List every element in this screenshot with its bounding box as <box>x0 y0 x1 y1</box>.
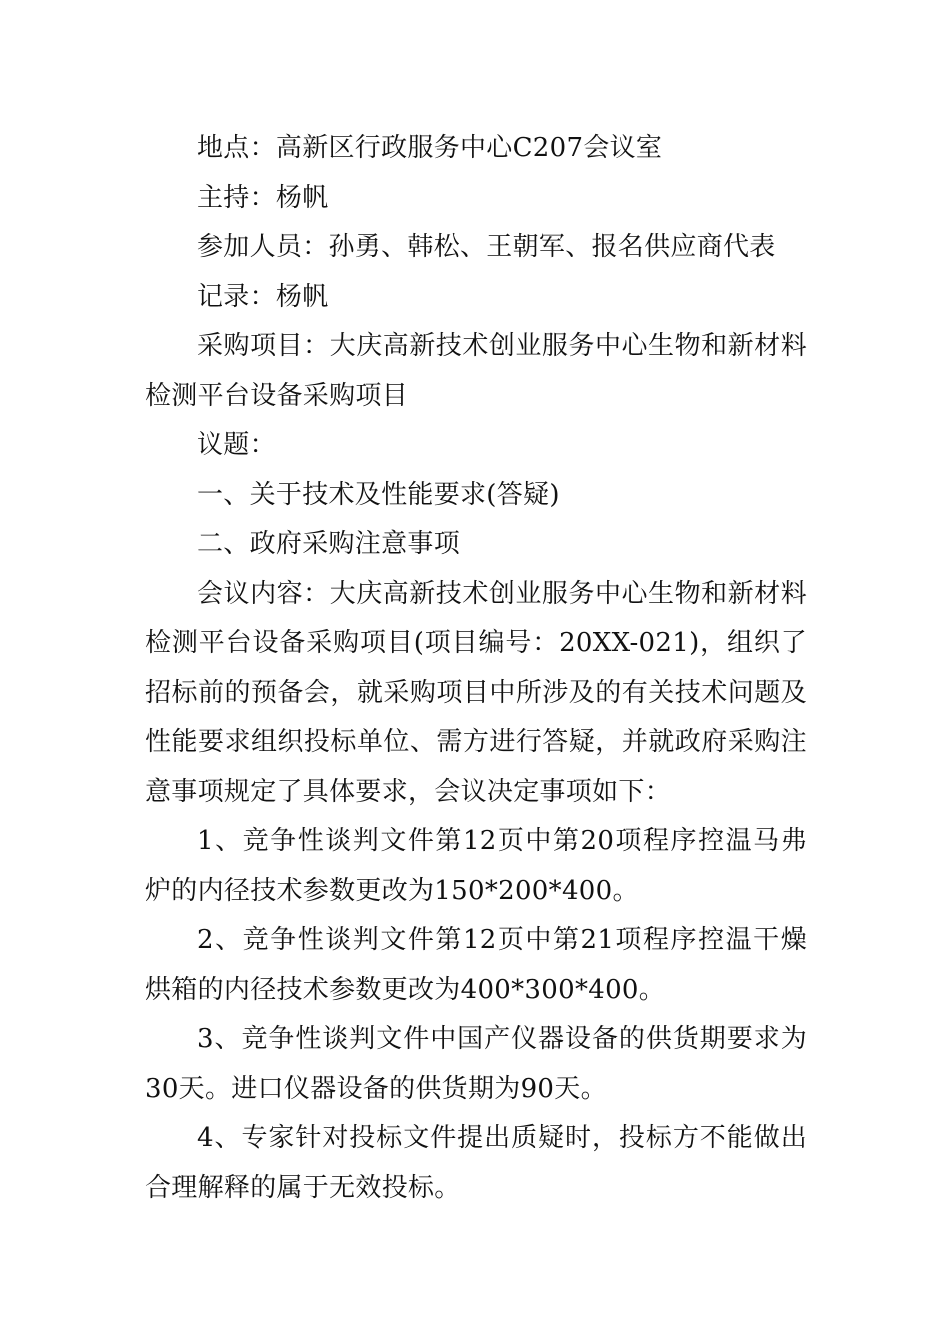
paragraph-item-4: 4、专家针对投标文件提出质疑时，投标方不能做出合理解释的属于无效投标。 <box>145 1123 807 1203</box>
paragraph-topics-heading: 议题： <box>197 430 276 460</box>
document-body <box>145 124 807 1213</box>
paragraph-attendees: 参加人员：孙勇、韩松、王朝军、报名供应商代表 <box>197 232 776 262</box>
paragraph-recorder: 记录：杨帆 <box>197 281 329 312</box>
paragraph-item-2: 2、竞争性谈判文件第12页中第21项程序控温干燥烘箱的内径技术参数更改为400*300*400。 <box>145 925 807 1005</box>
paragraph-item-3: 3、竞争性谈判文件中国产仪器设备的供货期要求为30天。进口仪器设备的供货期为90天。 <box>145 1024 807 1104</box>
paragraph-host: 主持：杨帆 <box>197 182 329 213</box>
paragraph-location: 地点：高新区行政服务中心C207会议室 <box>197 133 663 163</box>
paragraph-topic-2: 二、政府采购注意事项 <box>197 529 461 559</box>
paragraph-item-1: 1、竞争性谈判文件第12页中第20项程序控温马弗炉的内径技术参数更改为150*200*400。 <box>145 826 807 906</box>
paragraph-topic-1: 一、关于技术及性能要求(答疑) <box>197 479 560 510</box>
paragraph-project: 采购项目：大庆高新技术创业服务中心生物和新材料检测平台设备采购项目 <box>145 331 807 411</box>
paragraph-meeting-content: 会议内容：大庆高新技术创业服务中心生物和新材料检测平台设备采购项目(项目编号：20XX-021)，组织了招标前的预备会，就采购项目中所涉及的有关技术问题及性能要求组织投标单位、需方进行答疑，并就政府采购注意事项规定了具体要求，会议决定事项如下： <box>145 578 807 807</box>
